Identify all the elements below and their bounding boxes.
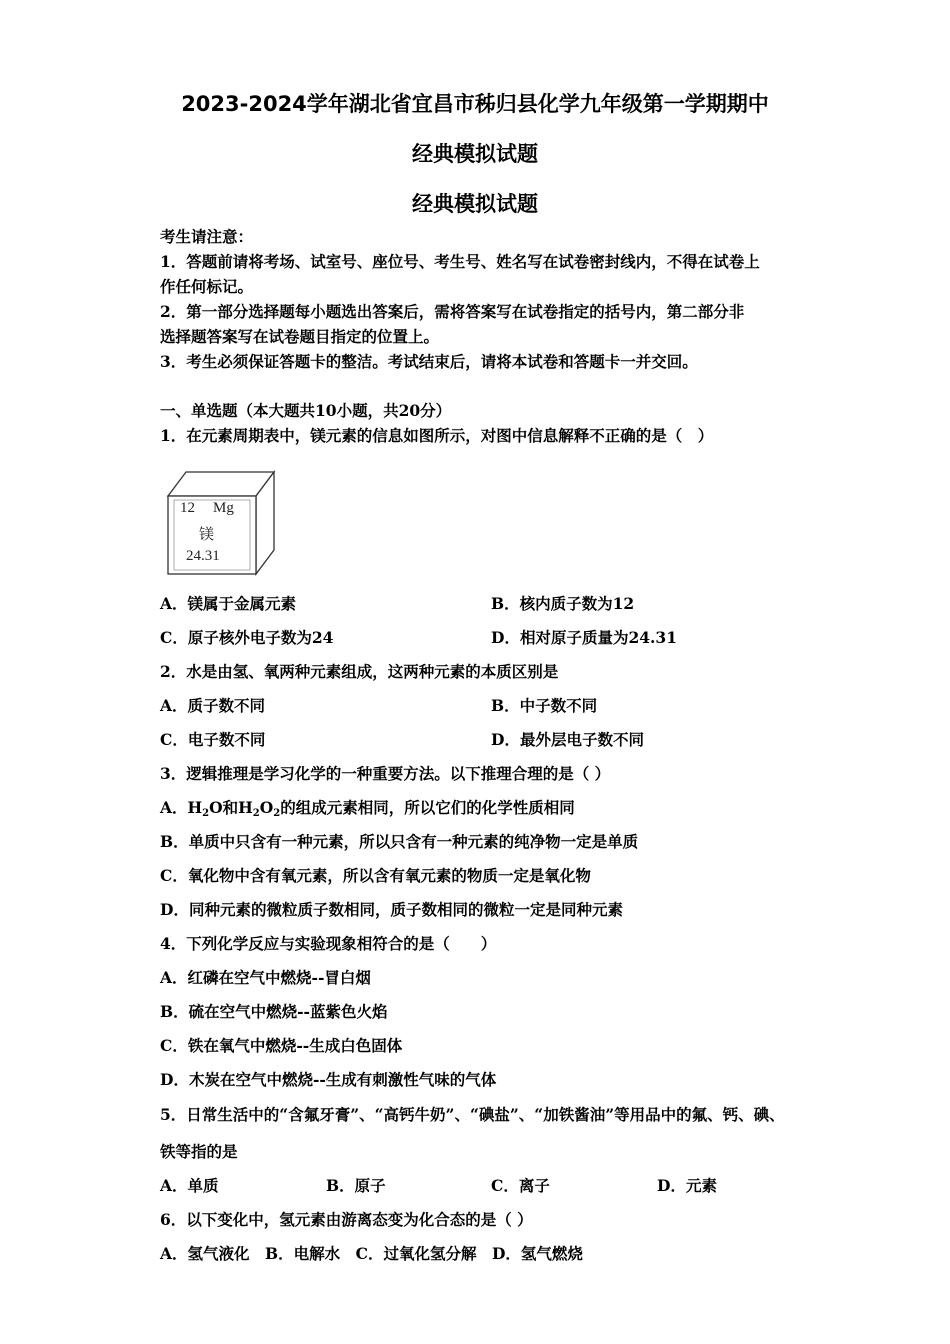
question-4-option-d: D．木炭在空气中燃烧--生成有刺激性气味的气体: [160, 1070, 497, 1089]
element-name: 镁: [199, 527, 215, 543]
question-2-option-d: D．最外层电子数不同: [491, 730, 644, 749]
notice-item: 作任何标记。: [160, 277, 254, 296]
question-4-stem: 4．下列化学反应与实验现象相符合的是（ ）: [160, 934, 497, 953]
question-2-option-b: B．中子数不同: [491, 696, 598, 715]
question-2-stem: 2．水是由氢、氧两种元素组成，这两种元素的本质区别是: [160, 662, 559, 681]
question-1-option-a: A．镁属于金属元素: [160, 594, 297, 613]
notice-item: 选择题答案写在试卷题目指定的位置上。: [160, 327, 440, 346]
question-3-option-c: C．氧化物中含有氧元素，所以含有氧元素的物质一定是氧化物: [160, 866, 591, 885]
element-symbol: Mg: [213, 500, 234, 516]
question-6-stem: 6．以下变化中，氢元素由游离态变为化合态的是（ ）: [160, 1210, 533, 1229]
atomic-number: 12: [180, 500, 195, 516]
question-3-option-a: A．$H_2O$和$H_2O_2$的组成元素相同，所以它们的化学性质相同: [160, 798, 575, 819]
question-5-option-a: A．单质: [160, 1176, 219, 1195]
question-1-stem: 1．在元素周期表中，镁元素的信息如图所示，对图中信息解释不正确的是（ ）: [160, 426, 714, 445]
question-3-stem: 3．逻辑推理是学习化学的一种重要方法。以下推理合理的是（ ）: [160, 764, 611, 783]
question-5-stem-continued: 铁等指的是: [160, 1142, 238, 1161]
question-4-option-b: B．硫在空气中燃烧--蓝紫色火焰: [160, 1002, 388, 1021]
question-6-options: A．氢气液化 B．电解水 C．过氧化氢分解 D．氢气燃烧: [160, 1244, 583, 1263]
magnesium-element-figure: [163, 468, 278, 578]
question-3-option-b: B．单质中只含有一种元素，所以只含有一种元素的纯净物一定是单质: [160, 832, 639, 851]
notice-item: 1．答题前请将考场、试室号、座位号、考生号、姓名写在试卷密封线内，不得在试卷上: [160, 252, 760, 271]
question-3-option-d: D．同种元素的微粒质子数相同，质子数相同的微粒一定是同种元素: [160, 900, 623, 919]
question-5-option-c: C．离子: [491, 1176, 550, 1195]
question-5-stem: 5．日常生活中的“含氟牙膏”、“高钙牛奶”、“碘盐”、“加铁酱油”等用品中的氟、钙、碘、: [160, 1105, 785, 1124]
section-heading: 一、单选题（本大题共10小题，共20分）: [160, 401, 452, 420]
page-title-line-3: 经典模拟试题: [412, 192, 538, 216]
page-title-line-2: 经典模拟试题: [412, 142, 538, 166]
question-1-option-d: D．相对原子质量为24.31: [491, 628, 677, 647]
notice-item: 2．第一部分选择题每小题选出答案后，需将答案写在试卷指定的括号内，第二部分非: [160, 302, 745, 321]
question-5-option-d: D．元素: [657, 1176, 717, 1195]
question-2-option-c: C．电子数不同: [160, 730, 266, 749]
atomic-mass: 24.31: [186, 548, 220, 564]
question-5-option-b: B．原子: [326, 1176, 386, 1195]
question-4-option-c: C．铁在氧气中燃烧--生成白色固体: [160, 1036, 403, 1055]
question-1-option-b: B．核内质子数为12: [491, 594, 635, 613]
question-2-option-a: A．质子数不同: [160, 696, 266, 715]
question-1-option-c: C．原子核外电子数为24: [160, 628, 334, 647]
notice-item: 3．考生必须保证答题卡的整洁。考试结束后，请将本试卷和答题卡一并交回。: [160, 352, 698, 371]
question-4-option-a: A．红磷在空气中燃烧--冒白烟: [160, 968, 371, 987]
notice-heading: 考生请注意：: [160, 227, 254, 246]
element-cube-icon: [163, 468, 278, 578]
page-title-line-1: 2023-2024学年湖北省宜昌市秭归县化学九年级第一学期期中: [181, 92, 769, 116]
